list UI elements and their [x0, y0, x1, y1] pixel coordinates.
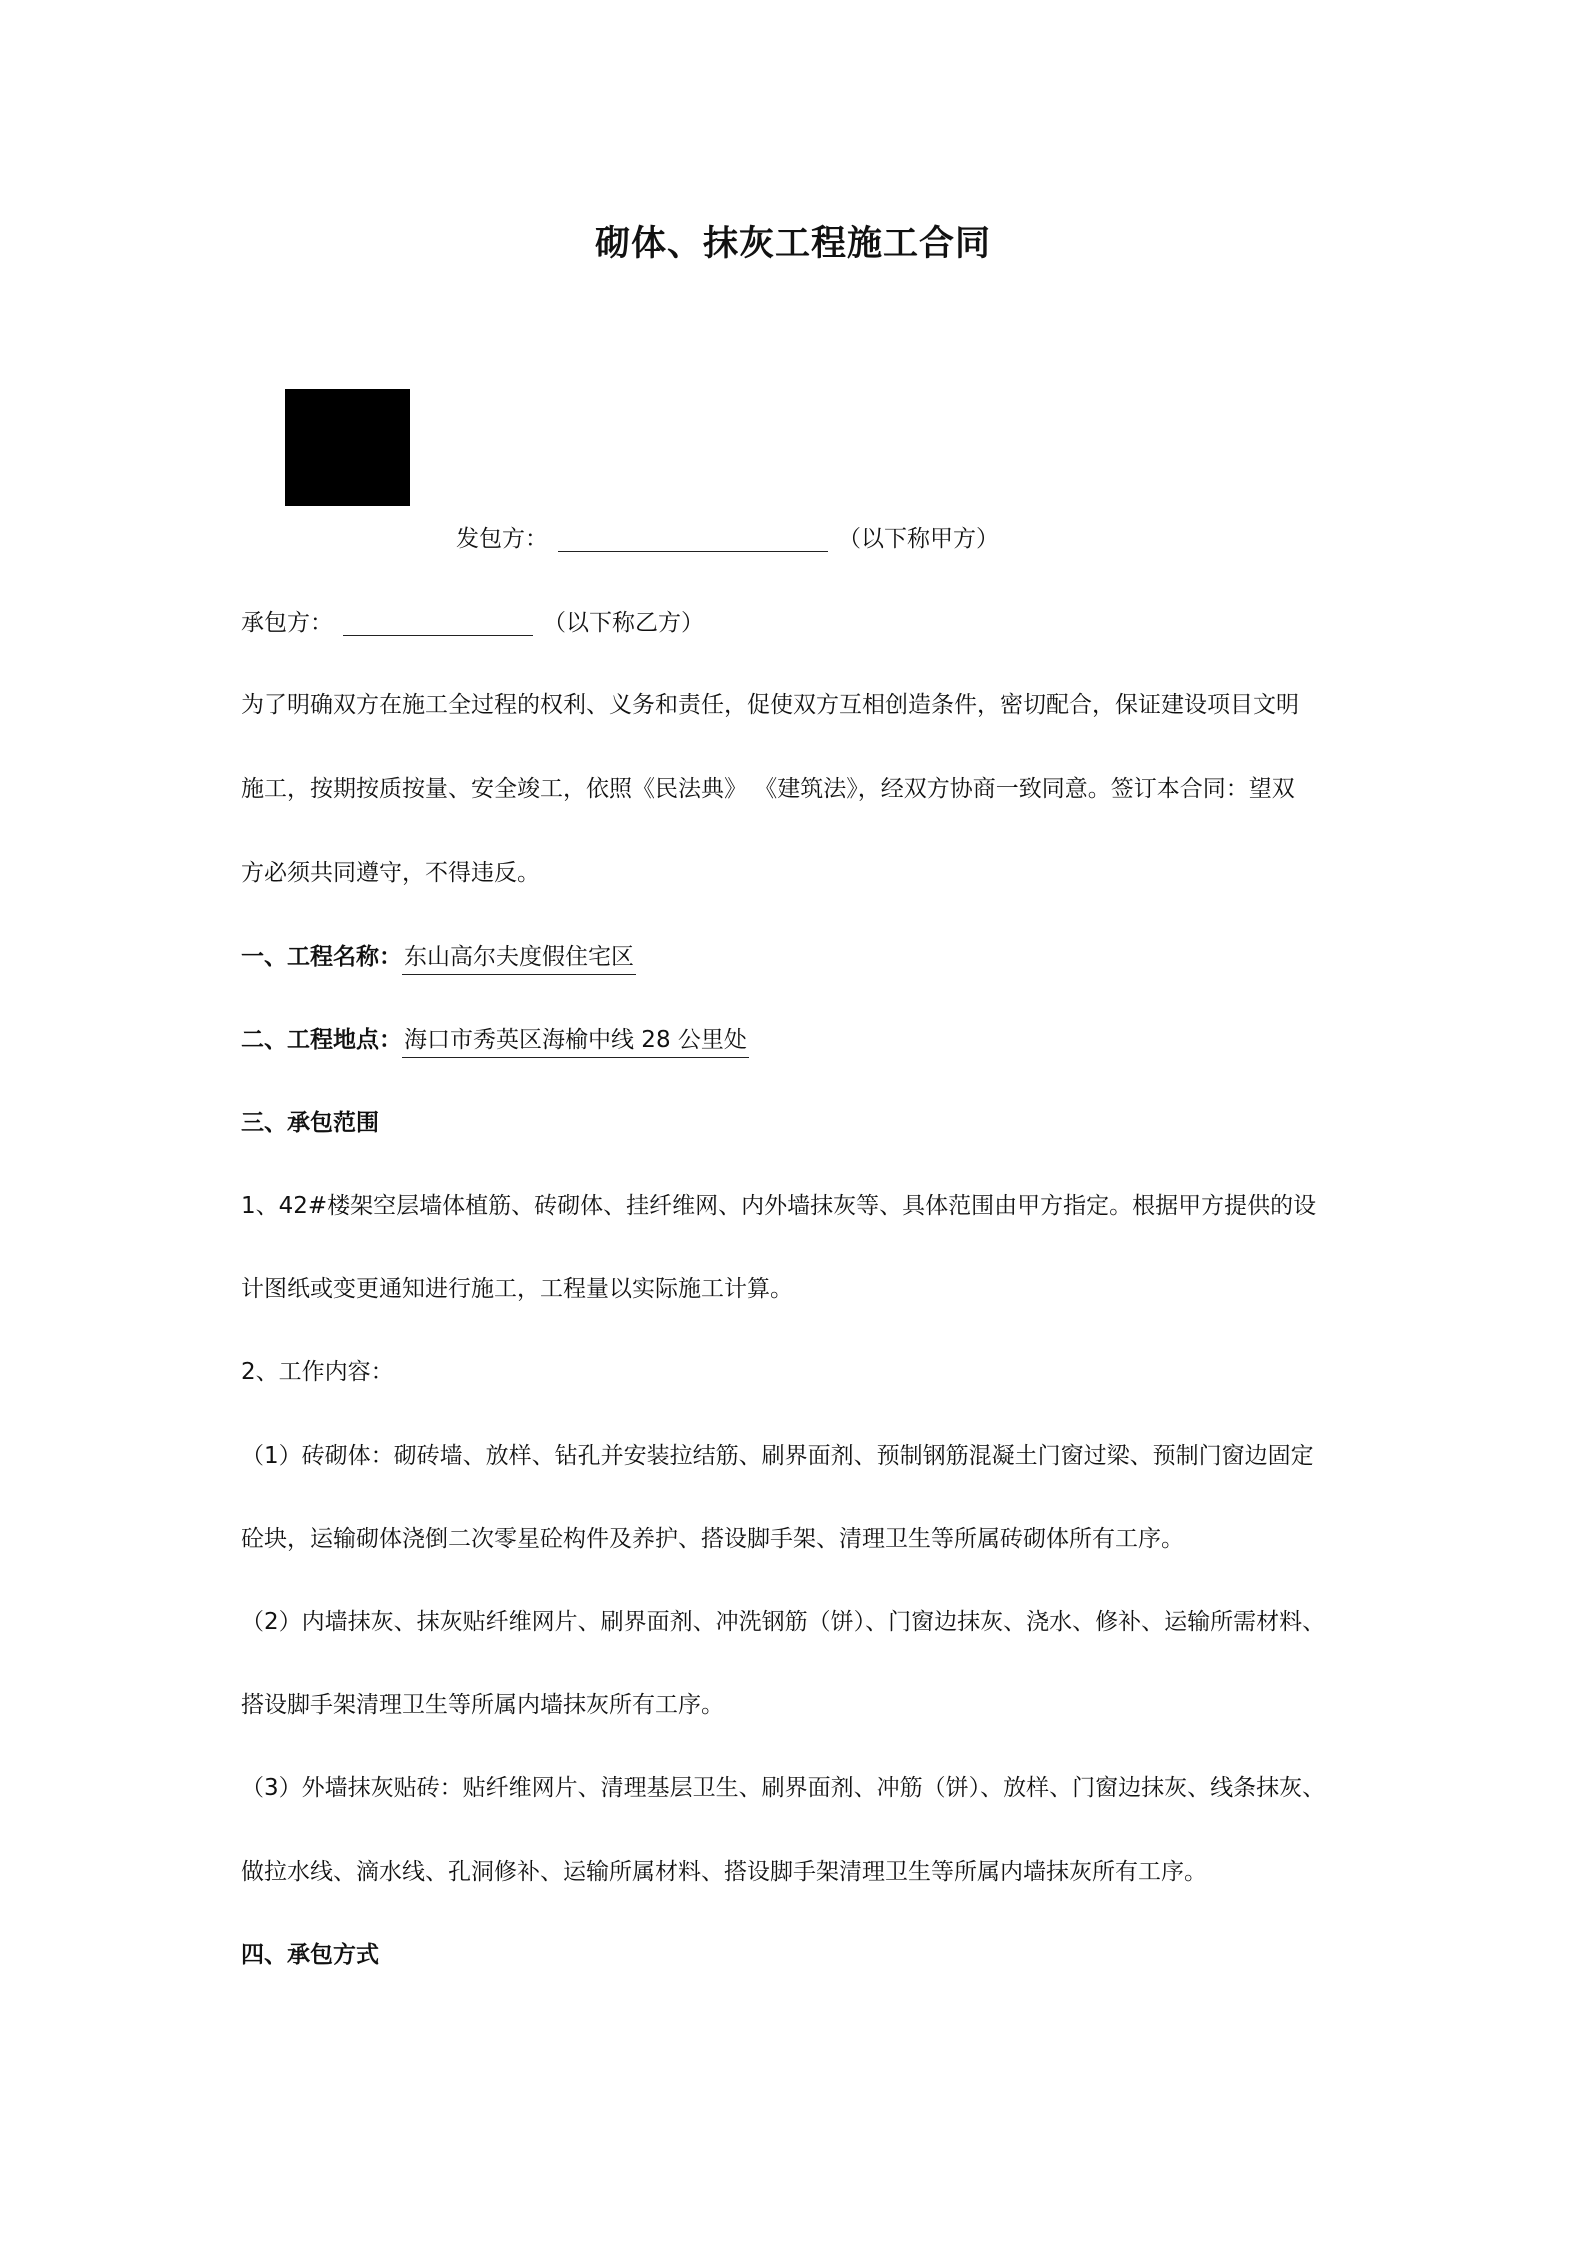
- employer-suffix: （以下称甲方）: [838, 526, 999, 552]
- work-content-sub2-line-1: （2）内墙抹灰、抹灰贴纤维网片、刷界面剂、冲洗钢筋（饼）、门窗边抹灰、浇水、修补、运输所需材料、: [241, 1609, 1326, 1635]
- contractor-suffix: （以下称乙方）: [543, 610, 704, 636]
- preamble-line-2: 施工，按期按质按量、安全竣工，依照《民法典》 《建筑法》，经双方协商一致同意。签订本合同：望双: [241, 776, 1295, 802]
- project-location-label: 二、工程地点：: [241, 1027, 402, 1053]
- section-project-location: [241, 1025, 749, 1058]
- contractor-label: 承包方：: [241, 610, 333, 636]
- preamble-line-3: 方必须共同遵守，不得违反。: [241, 860, 540, 886]
- employer-blank-field[interactable]: [558, 527, 828, 552]
- employer-line: [456, 524, 999, 554]
- preamble-line-1: 为了明确双方在施工全过程的权利、义务和责任，促使双方互相创造条件，密切配合，保证建设项目文明: [241, 692, 1299, 718]
- work-content-sub3-line-1: （3）外墙抹灰贴砖：贴纤维网片、清理基层卫生、刷界面剂、冲筋（饼）、放样、门窗边抹灰、线条抹灰、: [241, 1775, 1326, 1801]
- section-project-name: [241, 942, 636, 975]
- redacted-block: [285, 389, 410, 506]
- project-location-value: 海口市秀英区海榆中线 28 公里处: [402, 1025, 749, 1058]
- document-title: 砌体、抹灰工程施工合同: [594, 224, 991, 264]
- work-content-sub1-line-2: 砼块，运输砌体浇倒二次零星砼构件及养护、搭设脚手架、清理卫生等所属砖砌体所有工序。: [241, 1526, 1184, 1552]
- work-content-sub2-line-2: 搭设脚手架清理卫生等所属内墙抹灰所有工序。: [241, 1692, 724, 1718]
- scope-item1-line-2: 计图纸或变更通知进行施工，工程量以实际施工计算。: [241, 1276, 793, 1302]
- project-name-value: 东山高尔夫度假住宅区: [402, 942, 636, 975]
- scope-item1-line-1: 1、42#楼架空层墙体植筋、砖砌体、挂纤维网、内外墙抹灰等、具体范围由甲方指定。根据甲方提供的设: [241, 1193, 1317, 1219]
- employer-label: 发包方：: [456, 526, 548, 552]
- work-content-sub3-line-2: 做拉水线、滴水线、孔洞修补、运输所属材料、搭设脚手架清理卫生等所属内墙抹灰所有工序。: [241, 1859, 1207, 1885]
- contractor-blank-field[interactable]: [343, 611, 533, 636]
- project-name-label: 一、工程名称：: [241, 944, 402, 970]
- section-scope-heading: 三、承包范围: [241, 1110, 379, 1136]
- contractor-line: [241, 608, 704, 638]
- work-content-sub1-line-1: （1）砖砌体：砌砖墙、放样、钻孔并安装拉结筋、刷界面剂、预制钢筋混凝土门窗过梁、预制门窗边固定: [241, 1443, 1314, 1469]
- section-contract-method-heading: 四、承包方式: [241, 1942, 379, 1968]
- scope-item2-heading: 2、工作内容：: [241, 1359, 394, 1385]
